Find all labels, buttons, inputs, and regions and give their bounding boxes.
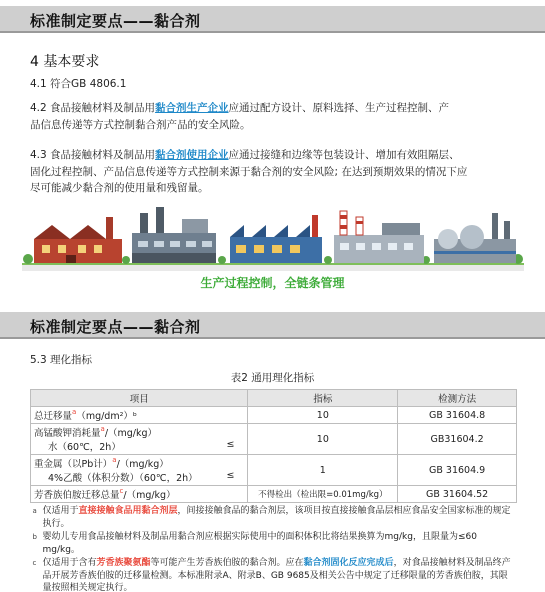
column-header-method: 检测方法 [398, 390, 517, 407]
clause-4-3 [30, 147, 520, 197]
page-title: 标准制定要点——黏合剂 [30, 12, 201, 30]
footnote-c [31, 557, 517, 592]
row-method: GB 31604.8 [398, 407, 517, 424]
clause-4-2-pre: 4.2 食品接触材料及制品用 [30, 102, 156, 114]
factory-3-icon [230, 215, 322, 263]
section-header-title: 标准制定要点——黏合剂 [30, 318, 201, 336]
footnote-b-text: 婴幼儿专用食品接触材料及制品用黏合剂应根据实际使用中的面积体积比将结果换算为mg/kg，且限量为≤60 mg/kg。 [42, 532, 477, 555]
row-value: 不得检出（检出限=0.01mg/kg） [248, 486, 398, 503]
table-row [31, 407, 517, 424]
le-sign: ≤ [226, 439, 235, 450]
clause-4-1: 4.1 符合GB 4806.1 [30, 78, 127, 90]
clause-4-2 [30, 100, 520, 133]
row-item [31, 407, 248, 424]
table-caption: 表2 通用理化指标 [230, 372, 315, 384]
row-value: 1 [248, 455, 398, 486]
row-item-text: 总迁移量 [34, 411, 73, 422]
le-sign: ≤ [226, 470, 235, 481]
table-row [31, 486, 517, 503]
clause-4-2-highlight: 黏合剂生产企业 [155, 102, 229, 114]
row-item-unit: /（mg/kg） [123, 490, 176, 501]
table-header-row [31, 390, 517, 407]
footnote-c-pre: 仅适用于含有 [42, 558, 97, 568]
factory-5-icon [434, 213, 516, 263]
row-item [31, 455, 248, 486]
footnote-a [31, 505, 517, 530]
row-item-text: 芳香族伯胺迁移总量 [34, 490, 120, 501]
table-row [31, 455, 517, 486]
section-5-3-title: 5.3 理化指标 [30, 354, 93, 366]
clause-4-3-line2: 固化过程控制、产品信息传递等方式控制来源于黏合剂的安全风险; 在达到预期效果的情况下应 [30, 165, 468, 178]
clause-4-3-line3: 尽可能减少黏合剂的使用量和残留量。 [30, 182, 209, 194]
clause-4-2-post: 应通过配方设计、原料选择、生产过程控制、产 [228, 102, 450, 114]
header-bar-top [0, 6, 545, 33]
footnote-marker: a [32, 507, 37, 515]
illustration-caption: 生产过程控制，全链条管理 [200, 276, 345, 290]
row-item-text: 高锰酸钾消耗量 [34, 428, 101, 439]
footnote-c-post: ，对食品接触材料及制品终产品开展芳香族伯胺的迁移量检测。本标准附录A、附录B、GB 9685及相关公告中规定了迁移限量的芳香族伯胺，其限量按照相关规定执行。 [42, 558, 511, 592]
factory-1-icon [34, 217, 122, 263]
physicochemical-table [30, 389, 517, 592]
row-item-unit: /（mg/kg） [104, 428, 158, 439]
row-item-unit: （mg/dm²）ᵇ [76, 411, 137, 422]
row-method: GB 31604.52 [398, 486, 517, 503]
row-item-condition: 水（60℃，2h） [48, 442, 121, 453]
column-header-item: 项目 [31, 390, 248, 407]
clause-4-2-line2: 品信息传递等方式控制黏合剂产品的安全风险。 [30, 118, 251, 131]
section-4-title: 4 基本要求 [30, 54, 100, 70]
row-item-condition: 4%乙酸（体积分数）（60℃，2h） [48, 473, 198, 484]
footnote-c-highlight: 芳香族聚氨酯 [96, 558, 151, 568]
footnote-marker: b [32, 533, 37, 541]
factory-illustration [22, 205, 524, 271]
footnote-a-highlight: 直接接触食品用黏合剂层 [78, 506, 178, 516]
footnote-c-mid: 等可能产生芳香族伯胺的黏合剂。应在 [150, 558, 304, 568]
row-item-text: 重金属（以Pb计） [34, 459, 113, 470]
row-method: GB 31604.9 [398, 455, 517, 486]
row-method: GB31604.2 [398, 424, 517, 455]
footnote-mark: a [100, 425, 105, 433]
factory-4-icon [334, 211, 424, 263]
footnote-marker: c [32, 559, 37, 567]
clause-4-3-post: 应通过接缝和边缘等包装设计、增加有效阻隔层、 [228, 149, 460, 161]
table-row [31, 424, 517, 455]
row-value: 10 [248, 407, 398, 424]
footnote-b [31, 531, 517, 556]
factory-2-icon [132, 207, 216, 263]
row-item [31, 486, 248, 503]
footnote-c-highlight-2: 黏合剂固化反应完成后 [303, 558, 394, 568]
clause-4-3-highlight: 黏合剂使用企业 [155, 149, 229, 161]
footnote-a-pre: 仅适用于 [42, 506, 79, 516]
footnote-a-post: ，间接接触食品的黏合剂层，该项目按直接接触食品层相应食品安全国家标准的规定执行。 [42, 506, 511, 529]
row-item-unit: /（mg/kg） [116, 459, 169, 470]
footnote-mark: a [72, 408, 77, 416]
clause-4-3-pre: 4.3 食品接触材料及制品用 [30, 149, 156, 161]
footnote-mark: c [119, 487, 124, 495]
row-item [31, 424, 248, 455]
column-header-limit: 指标 [248, 390, 398, 407]
row-value: 10 [248, 424, 398, 455]
footnote-mark: a [112, 456, 117, 464]
table-footnotes [31, 503, 517, 592]
header-bar-second [0, 312, 545, 339]
